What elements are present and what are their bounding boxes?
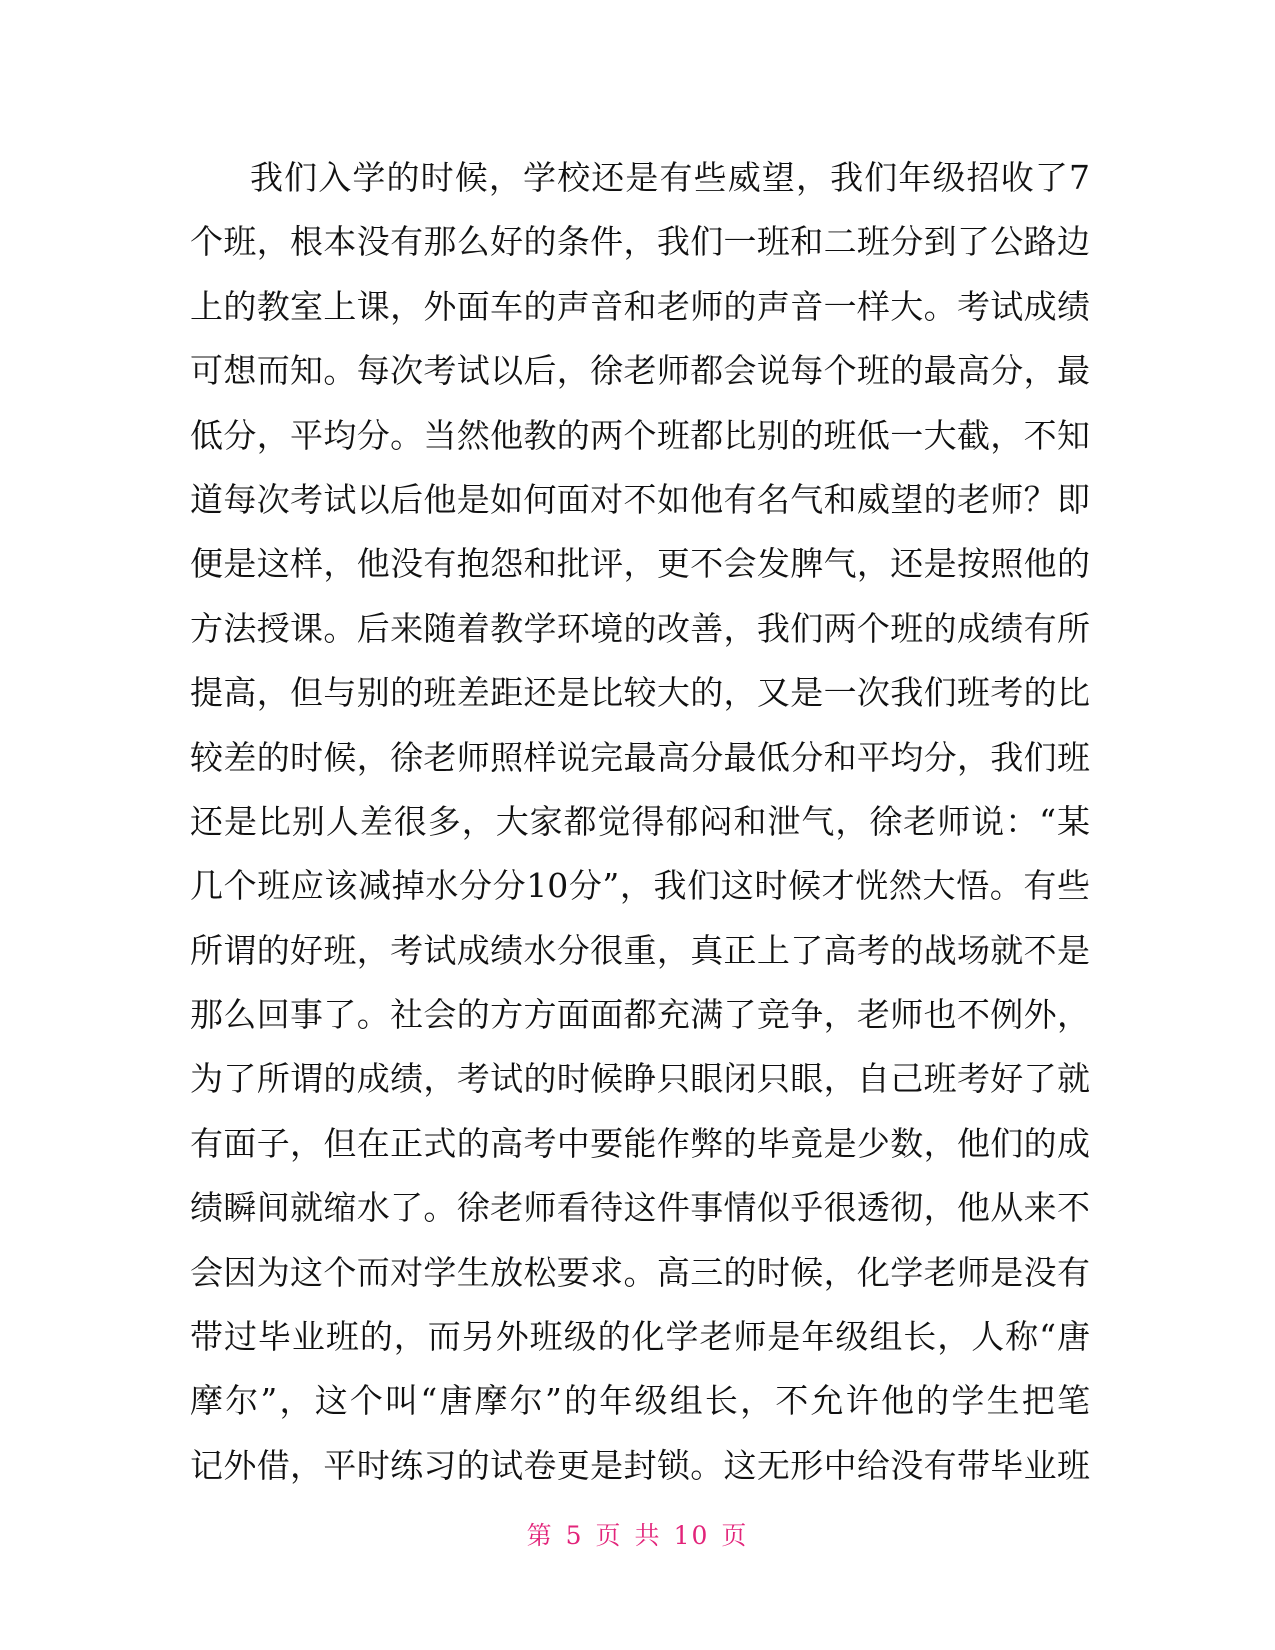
text-line: 道每次考试以后他是如何面对不如他有名气和威望的老师？即	[190, 479, 1090, 519]
footer-total-unit: 页	[721, 1521, 749, 1550]
text-line: 可想而知。每次考试以后，徐老师都会说每个班的最高分，最	[190, 351, 1090, 391]
footer-prefix: 第	[526, 1521, 554, 1550]
text-line: 那么回事了。社会的方方面面都充满了竞争，老师也不例外，	[190, 995, 1090, 1035]
footer-total-prefix: 共	[634, 1521, 662, 1550]
text-line: 便是这样，他没有抱怨和批评，更不会发脾气，还是按照他的	[190, 544, 1090, 584]
text-line: 提高，但与别的班差距还是比较大的，又是一次我们班考的比	[190, 673, 1090, 713]
text-line: 还是比别人差很多，大家都觉得郁闷和泄气，徐老师说：“某	[190, 801, 1090, 841]
text-line: 摩尔”，这个叫“唐摩尔”的年级组长，不允许他的学生把笔	[190, 1381, 1090, 1421]
text-line: 较差的时候，徐老师照样说完最高分最低分和平均分，我们班	[190, 737, 1090, 777]
text-line: 绩瞬间就缩水了。徐老师看待这件事情似乎很透彻，他从来不	[190, 1188, 1090, 1228]
text-line: 个班，根本没有那么好的条件，我们一班和二班分到了公路边	[190, 222, 1090, 262]
text-line: 方法授课。后来随着教学环境的改善，我们两个班的成绩有所	[190, 608, 1090, 648]
text-line: 我们入学的时候，学校还是有些威望，我们年级招收了7	[250, 158, 1090, 197]
footer-page-unit: 页	[595, 1521, 623, 1550]
text-line: 低分，平均分。当然他教的两个班都比别的班低一大截，不知	[190, 415, 1090, 455]
footer-total-pages: 10	[673, 1521, 710, 1550]
text-line: 会因为这个而对学生放松要求。高三的时候，化学老师是没有	[190, 1252, 1090, 1292]
body-text	[190, 146, 1090, 1498]
text-line: 几个班应该减掉水分分10分”，我们这时候才恍然大悟。有些	[190, 866, 1090, 906]
text-line: 有面子，但在正式的高考中要能作弊的毕竟是少数，他们的成	[190, 1123, 1090, 1163]
text-line: 带过毕业班的，而另外班级的化学老师是年级组长，人称“唐	[190, 1317, 1090, 1357]
text-line: 上的教室上课，外面车的声音和老师的声音一样大。考试成绩	[190, 286, 1090, 326]
text-line: 所谓的好班，考试成绩水分很重，真正上了高考的战场就不是	[190, 930, 1090, 970]
text-line: 记外借，平时练习的试卷更是封锁。这无形中给没有带毕业班	[190, 1445, 1090, 1485]
text-line: 为了所谓的成绩，考试的时候睁只眼闭只眼，自己班考好了就	[190, 1059, 1090, 1099]
page-footer	[0, 1516, 1275, 1552]
footer-page-number: 5	[565, 1521, 584, 1550]
